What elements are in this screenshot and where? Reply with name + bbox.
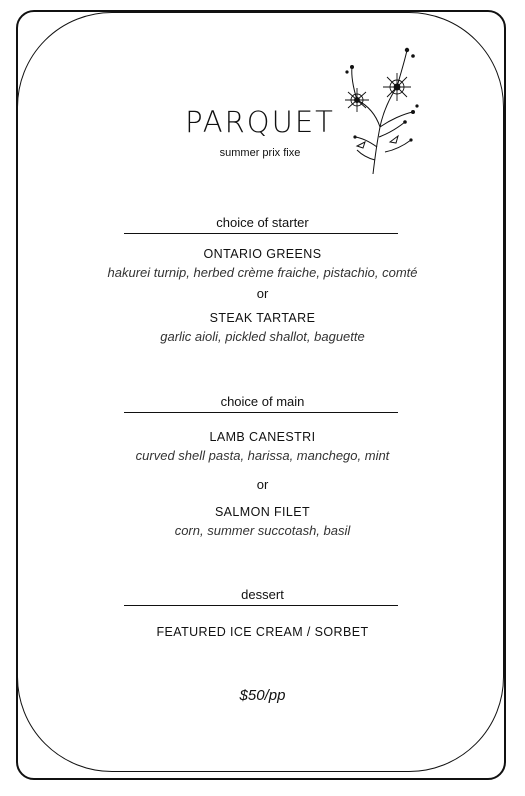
starter-or-label: or [256, 286, 269, 301]
main-or-label: or [256, 477, 269, 492]
starter-option-1-desc: hakurei turnip, herbed crème fraiche, pistachio, comté [107, 265, 418, 280]
starter-option-1-name: ONTARIO GREENS [203, 247, 322, 261]
dessert-item-name: FEATURED ICE CREAM / SORBET [156, 625, 369, 639]
starter-option-2-name: STEAK TARTARE [209, 311, 316, 325]
starter-divider [124, 233, 398, 234]
starter-option-2-desc: garlic aioli, pickled shallot, baguette [160, 329, 365, 344]
restaurant-name: PARQUET [185, 105, 335, 139]
main-option-1-name: LAMB CANESTRI [209, 430, 316, 444]
main-divider [124, 412, 398, 413]
main-option-2-desc: corn, summer succotash, basil [174, 523, 351, 538]
dessert-heading: dessert [241, 587, 284, 602]
menu-subtitle: summer prix fixe [219, 147, 301, 159]
main-heading: choice of main [220, 394, 305, 409]
wildflower-bouquet-icon [335, 42, 425, 177]
main-option-2-name: SALMON FILET [214, 505, 311, 519]
main-option-1-desc: curved shell pasta, harissa, manchego, mint [135, 448, 390, 463]
starter-heading: choice of starter [216, 215, 309, 230]
menu-price: $50/pp [239, 687, 286, 704]
dessert-divider [124, 605, 398, 606]
